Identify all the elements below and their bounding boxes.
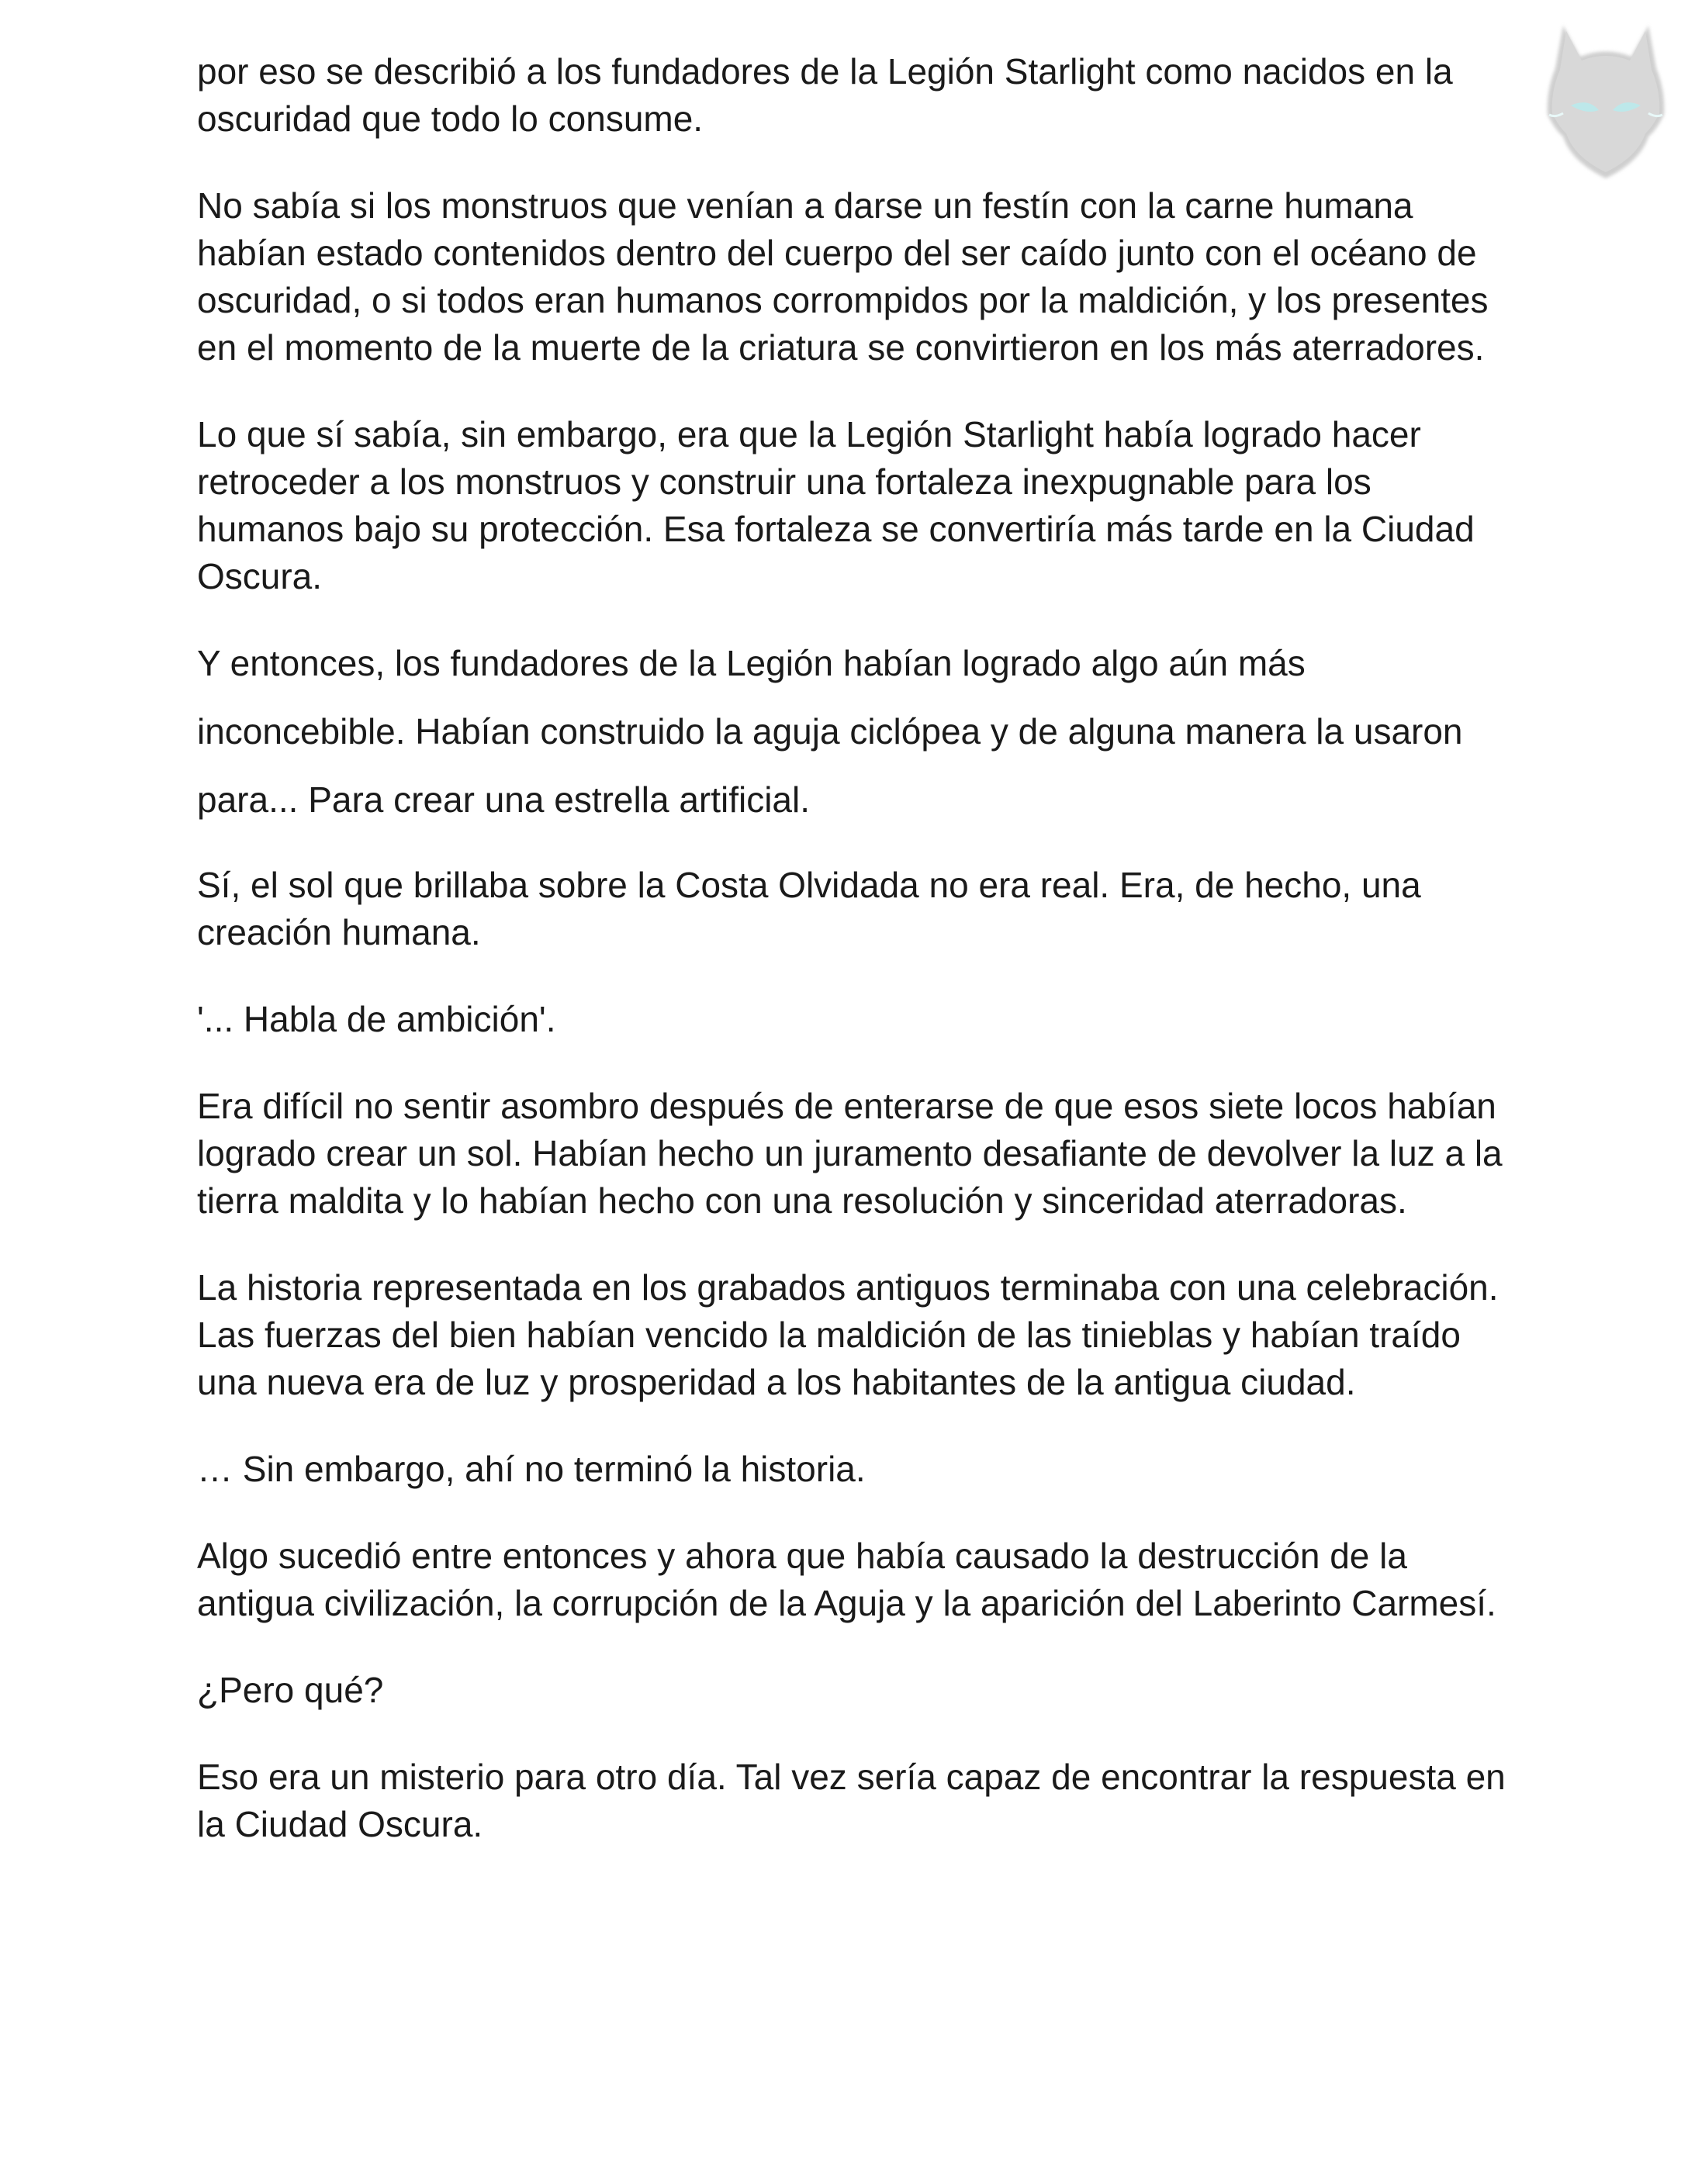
paragraph: Algo sucedió entre entonces y ahora que había causado la destrucción de la antigua civilización, la corrupción de la Aguja y la aparición del Laberinto Carmesí. — [197, 1536, 1496, 1623]
paragraph: Sí, el sol que brillaba sobre la Costa Olvidada no era real. Era, de hecho, una creación humana. — [197, 865, 1421, 952]
paragraph: … Sin embargo, ahí no terminó la historia. — [197, 1449, 866, 1489]
paragraph: Eso era un misterio para otro día. Tal vez sería capaz de encontrar la respuesta en la Ciudad Oscura. — [197, 1757, 1506, 1844]
paragraph: por eso se describió a los fundadores de la Legión Starlight como nacidos en la oscuridad que todo lo consume. — [197, 51, 1453, 139]
demon-head-icon — [1532, 14, 1679, 192]
paragraph: Era difícil no sentir asombro después de enterarse de que esos siete locos habían logrado crear un sol. Habían hecho un juramento desafiante de devolver la luz a la tierra maldita y lo habían hecho con una resolución y sinceridad aterradoras. — [197, 1086, 1503, 1221]
paragraph: Lo que sí sabía, sin embargo, era que la Legión Starlight había logrado hacer retroceder a los monstruos y construir una fortaleza inexpugnable para los humanos bajo su protección. Esa fortaleza se convertiría más tarde en la Ciudad Oscura. — [197, 414, 1475, 596]
paragraph: La historia representada en los grabados antiguos terminaba con una celebración. Las fuerzas del bien habían vencido la maldición de las tinieblas y habían traído una nueva era de luz y prosperidad a los habitantes de la antigua ciudad. — [197, 1267, 1499, 1402]
paragraph: '... Habla de ambición'. — [197, 999, 556, 1039]
paragraph: ¿Pero qué? — [197, 1670, 384, 1710]
paragraph: No sabía si los monstruos que venían a darse un festín con la carne humana habían estado contenidos dentro del cuerpo del ser caído junto con el océano de oscuridad, o si todos eran humanos corrompidos por la maldición, y los presentes en el momento de la muerte de la criatura se convirtieron en los más aterradores. — [197, 185, 1489, 368]
paragraph: Y entonces, los fundadores de la Legión habían logrado algo aún más inconcebible. Habían construido la aguja ciclópea y de alguna manera la usaron para... Para crear una estrella artificial. — [197, 643, 1463, 820]
document-body — [197, 48, 1516, 1888]
